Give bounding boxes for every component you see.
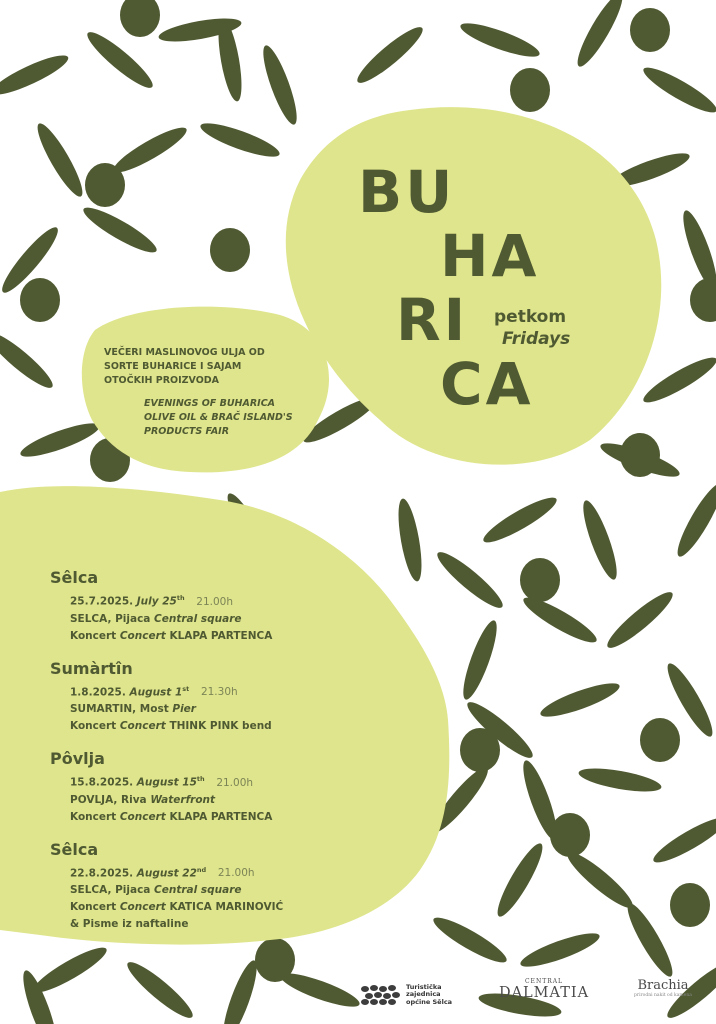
event-venue-en: Waterfront [150,793,216,806]
event-date-line [50,862,390,883]
event-concert-line [50,718,390,735]
cd-big-text: DALMATIA [498,985,590,1001]
petkom-label: petkom [494,307,567,327]
olive-leaf-icon [17,417,102,463]
olive-leaf-icon [214,17,246,103]
event-concert-en: Concert [119,720,166,732]
olive-leaf-icon [0,49,72,101]
event-date-en: July 25 [136,595,177,608]
event-concert-hr: Koncert [70,901,117,913]
event-venue-en: Central square [154,884,242,896]
event-concert-hr: Koncert [70,629,117,642]
buharica-title [356,160,556,416]
event-item [50,840,390,934]
olive-leaf-icon [491,839,549,921]
intro-en [104,397,314,439]
title-line-bu: BU [358,158,456,226]
title-line-ca: CA [440,350,534,418]
tz-line-3: općine Sêlca [406,997,453,1006]
olive-leaf-icon [31,119,89,201]
event-place: Pôvlja [50,749,105,768]
olive-leaf-icon [79,201,161,259]
event-venue-en: Central square [154,612,242,625]
central-dalmatia-logo [494,978,594,1001]
event-performer: THINK PINK bend [169,720,272,732]
olive-fruit-icon [85,163,125,207]
olive-fruit-icon [120,0,160,37]
event-concert-line [50,809,390,826]
intro-hr-line-3: OTOČKIH PROIZVODA [104,375,220,386]
cd-small-text: CENTRAL [524,978,564,985]
olive-leaf-icon [352,21,428,89]
event-concert-en: Concert [119,629,166,642]
event-date-en: August 1 [129,686,183,698]
tz-line-1: Turistička [406,982,442,991]
event-venue-line [50,611,390,628]
olive-leaf-icon [639,61,716,119]
event-concert-line [50,899,390,916]
event-venue: POVLJA, Riva [70,793,147,806]
event-concert-hr: Koncert [70,810,117,823]
event-time: 21.00h [217,867,255,879]
event-date-en: August 22 [136,867,197,879]
event-date-sup: nd [196,865,207,874]
olive-leaf-icon [537,677,622,723]
brachia-logo [628,978,698,998]
olive-leaf-icon [621,899,679,981]
event-date-sup: th [196,775,205,783]
olive-fruit-icon [550,813,590,857]
event-venue-line [50,701,390,718]
intro-text [104,346,314,439]
event-venue-en: Pier [172,703,196,715]
olive-leaf-icon [457,17,542,63]
intro-en-line-1: EVENINGS OF BUHARICA [144,398,276,409]
olive-fruit-icon [460,728,500,772]
event-concert-en: Concert [119,901,166,913]
event-item [50,749,390,826]
title-line-ha: HA [440,222,540,290]
event-place: Sêlca [50,839,99,859]
intro-en-line-3: PRODUCTS FAIR [144,426,230,437]
olive-leaf-icon [257,42,303,127]
olive-leaf-icon [577,764,663,796]
olive-fruit-icon [640,718,680,762]
olive-leaf-icon [429,911,511,969]
event-performer: KLAPA PARTENCA [169,810,273,823]
tz-line-2: zajednica [406,990,441,999]
event-concert-line [50,628,390,645]
olive-fruit-icon [510,68,550,112]
event-item [50,568,390,645]
olive-leaf-icon [571,0,629,71]
olive-leaf-icon [639,351,716,409]
olive-leaf-icon [122,956,198,1024]
event-date-hr: 1.8.2025. [70,686,126,698]
olive-leaf-icon [517,927,602,973]
event-place: Sêlca [50,568,99,587]
event-time: 21.00h [196,595,233,608]
intro-en-line-2: OLIVE OIL & BRAČ ISLAND'S [144,412,293,423]
event-venue-line [50,882,390,899]
event-date-en: August 15 [136,776,197,789]
olive-leaf-icon [457,617,503,702]
olive-fruit-icon [210,228,250,272]
event-date-line [50,590,390,611]
brachia-tagline: prirodni nakit od kamena [634,993,692,998]
olive-leaf-icon [109,121,191,179]
event-performer-line-2: & Pisme iz naftaline [70,918,189,930]
olive-fruit-icon [670,883,710,927]
olive-leaf-icon [217,957,263,1024]
event-venue: SUMARTIN, Most [70,703,169,715]
event-item [50,659,390,736]
event-date-sup: th [176,594,185,602]
olive-leaf-icon [671,479,716,561]
event-time: 21.00h [216,776,254,789]
tz-selca-logo [360,978,460,1012]
olive-leaf-icon [197,117,282,163]
event-date-hr: 15.8.2025. [70,776,134,789]
olive-fruit-icon [630,8,670,52]
olive-leaf-icon [394,497,426,583]
olive-leaf-icon [649,811,716,869]
olive-leaf-icon [602,586,678,654]
olive-leaf-icon [82,26,158,94]
intro-hr-line-2: SORTE BUHARICE I SAJAM [104,361,242,372]
petkom-fridays [494,306,604,350]
olive-fruit-icon [20,278,60,322]
event-performer: KATICA MARINOVIĆ [169,901,284,913]
title-line-ri: RI [396,286,469,354]
tz-logo-mark-icon [360,984,402,1006]
event-concert-en: Concert [119,810,166,823]
tz-logo-text [406,984,452,1007]
event-date-sup: st [182,684,190,693]
event-venue: SELCA, Pijaca [70,884,151,896]
olive-fruit-icon [620,433,660,477]
event-place: Sumàrtîn [50,658,133,678]
intro-hr-line-1: VEČERI MASLINOVOG ULJA OD [104,347,265,358]
event-performer: KLAPA PARTENCA [169,629,273,642]
event-venue-line [50,792,390,809]
event-venue: SELCA, Pijaca [70,612,151,625]
event-date-hr: 25.7.2025. [70,595,134,608]
event-list [50,568,390,947]
olive-leaf-icon [479,491,561,549]
event-time: 21.30h [200,686,238,698]
olive-fruit-icon [690,278,716,322]
fridays-label: Fridays [502,329,571,349]
olive-fruit-icon [520,558,560,602]
event-date-line [50,681,390,702]
event-date-hr: 22.8.2025. [70,867,134,879]
olive-leaf-icon [432,546,508,614]
event-concert-hr: Koncert [70,720,117,732]
olive-leaf-icon [0,326,58,394]
brachia-name: Brachia [637,978,689,993]
event-date-line [50,771,390,792]
olive-leaf-icon [577,497,623,582]
